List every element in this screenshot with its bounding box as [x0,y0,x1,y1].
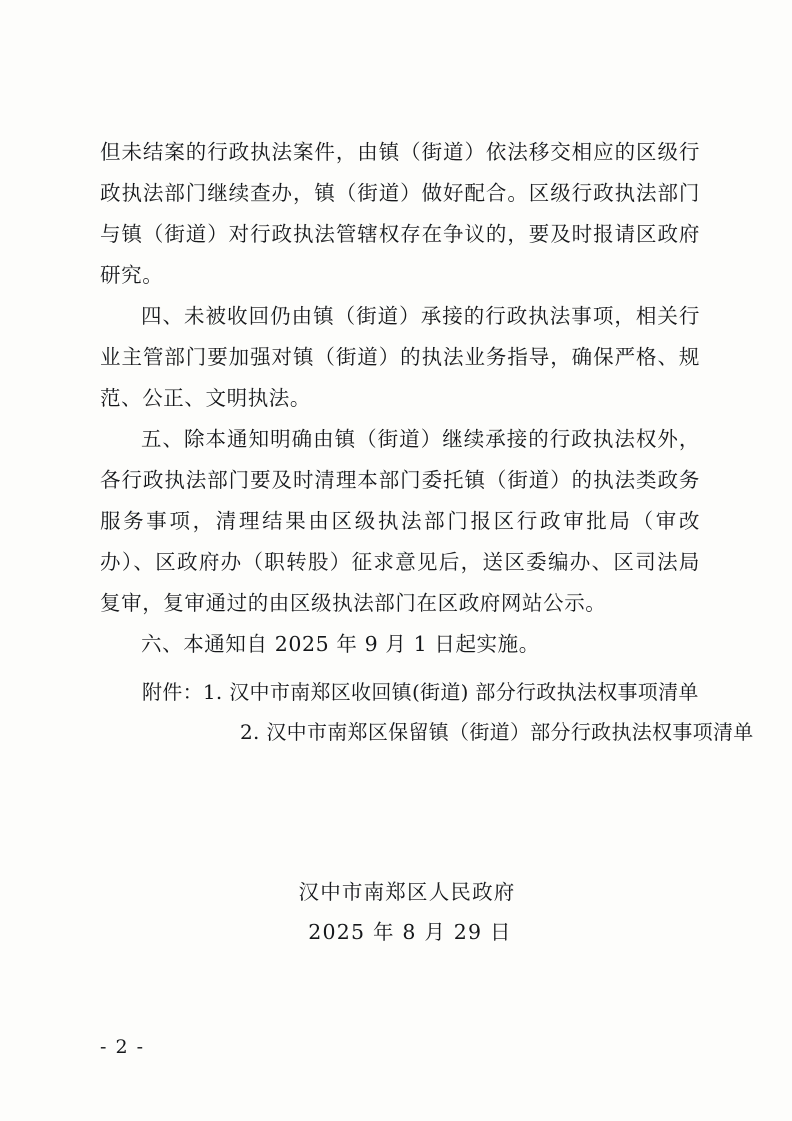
paragraph-item-6: 六、本通知自 2025 年 9 月 1 日起实施。 [141,632,540,656]
signature-block [0,872,792,952]
page-number: - 2 - [100,1036,145,1058]
paragraph-continuation: 但未结案的行政执法案件，由镇（街道）依法移交相应的区级行政执法部门继续查办，镇（街道）做好配合。区级行政执法部门与镇（街道）对行政执法管辖权存在争议的，要及时报请区政府研究。 [100,140,700,287]
signature-date: 2025 年 8 月 29 日 [308,920,512,944]
paragraph-item-5: 五、除本通知明确由镇（街道）继续承接的行政执法权外，各行政执法部门要及时清理本部门委托镇（街道）的执法类政务服务事项，清理结果由区级执法部门报区行政审批局（审改办）、区政府办（职转股）征求意见后，送区委编办、区司法局复审，复审通过的由区级执法部门在区政府网站公示。 [100,427,700,615]
attachment-item-2: 2. 汉中市南郑区保留镇（街道）部分行政执法权事项清单 [240,720,754,744]
attachments-block [100,672,754,752]
attachments-label: 附件： [142,680,203,704]
signature-organization: 汉中市南郑区人民政府 [298,880,516,904]
document-body [100,132,700,665]
paragraph-item-4: 四、未被收回仍由镇（街道）承接的行政执法事项，相关行业主管部门要加强对镇（街道）的执法业务指导，确保严格、规范、公正、文明执法。 [100,304,700,410]
attachment-text-1: 1. 汉中市南郑区收回镇(街道) 部分行政执法权事项清单 [202,680,699,704]
attachment-item-1 [100,672,700,712]
